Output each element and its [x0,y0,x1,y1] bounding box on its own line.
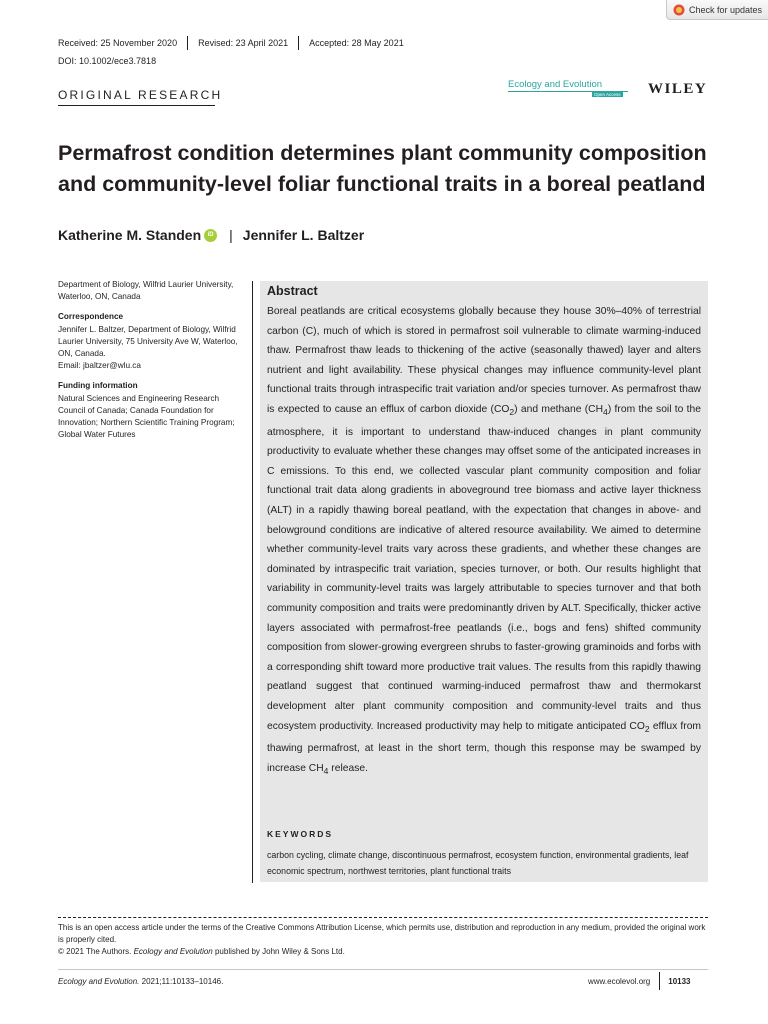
orcid-icon[interactable]: iD [204,229,217,242]
article-type: ORIGINAL RESEARCH [58,88,223,102]
journal-logo [508,76,638,100]
abstract-heading: Abstract [267,284,318,298]
funding-block [58,380,238,441]
copyright-line [58,946,708,958]
article-info-column [58,279,238,449]
abstract-paragraph [267,302,701,781]
accepted-date: Accepted: 28 May 2021 [309,38,404,48]
correspondence-heading: Correspondence [58,312,124,322]
correspondence-email[interactable]: Email: jbaltzer@wlu.ca [58,361,141,371]
open-access-tag: Open Access [594,92,621,97]
subscript: 2 [644,723,650,734]
citation-line [58,977,223,986]
keywords-list: carbon cycling, climate change, discontinuous permafrost, ecosystem function, environmental gradients, leaf economic spectrum, northwest territories, plant functional traits [267,850,689,876]
journal-name: Ecology and Evolution [508,79,603,90]
copyright-journal: Ecology and Evolution [133,947,213,956]
page-number: 10133 [668,976,691,986]
license-note [58,922,708,958]
copyright-post: published by John Wiley & Sons Ltd. [212,947,345,956]
author-second[interactable]: Jennifer L. Baltzer [242,227,365,243]
date-divider [298,36,299,50]
abstract-text-5: release. [328,762,368,774]
footer-divider-vertical [659,972,660,990]
article-type-rule [58,105,215,106]
revised-date: Revised: 23 April 2021 [198,38,289,48]
abstract-body [267,302,701,781]
copyright-pre: © 2021 The Authors. [58,947,134,956]
footer-divider [58,917,708,918]
abstract-text-1: Boreal peatlands are critical ecosystems globally because they house 30%–40% of terrestrial carbon (C), much of which is stored in permafrost soil vulnerable to climate warming-induced thaw. Permafrost thaw leads to thickening of the active (seasonally thawed) layer and alters nutrient and light availability. These physical changes may influence community-level plant functional traits through intraspecific trait variation and/or species turnover. As permafrost thaw is expected to cause an efflux of carbon dioxide (CO [267,306,701,415]
author-first[interactable]: Katherine M. Standen [58,227,202,243]
article-dates [58,36,404,50]
doi[interactable]: DOI: 10.1002/ece3.7818 [58,56,157,66]
abstract-text-2: ) and methane (CH [514,403,604,415]
check-for-updates-badge[interactable] [666,0,768,20]
correspondence-block [58,311,238,372]
funding-text: Natural Sciences and Engineering Research Council of Canada; Canada Foundation for Innovation; Northern Scientific Training Program; Global Water Futures [58,393,235,440]
publisher-logo: WILEY [648,81,708,97]
funding-heading: Funding information [58,381,138,391]
abstract-text-4: efflux from thawing permafrost, at least in the short term, though this response may be swamped by increase CH [267,720,701,774]
column-divider [252,281,253,883]
correspondence-text: Jennifer L. Baltzer, Department of Biology, Wilfrid Laurier University, 75 University Ave W, Waterloo, ON, Canada. [58,324,238,359]
check-for-updates-label: Check for updates [689,4,763,15]
author-list [58,227,364,243]
affiliation: Department of Biology, Wilfrid Laurier University, Waterloo, ON, Canada [58,280,234,302]
citation-details: 2021;11:10133–10146. [139,977,224,986]
subscript: 4 [323,765,329,776]
citation-journal: Ecology and Evolution. [58,977,140,986]
article-title: Permafrost condition determines plant community composition and community-level foliar functional traits in a boreal peatland [58,141,707,196]
date-divider [187,36,188,50]
update-icon [673,4,685,16]
abstract-text-3: ) from the soil to the atmosphere, it is important to understand thaw-induced changes in plant community productivity to evaluate whether these changes may offset some of the anticipated increases in C emissions. To this end, we collected vascular plant community composition and foliar functional trait data along gradients in aboveground tree biomass and active layer thickness (ALT) in a rapidly thawing boreal peatland, with the expectation that changes in above- and belowground conditions are indicative of altered resource availability. We aimed to determine whether community-level traits vary across these gradients, and whether these changes are dominated by intraspecific trait variation, species turnover, or both. Our results highlight that variability in community-level traits was largely attributable to species turnover and that both community composition and traits were predominantly driven by ALT. Specifically, thicker active layers associated with permafrost-free peatlands (i.e., bogs and fens) shifted community composition from slower-growing evergreen shrubs to faster-growing graminoids and forbs with a corresponding shift toward more productive trait values. The results from this rapidly thawing peatland suggest that continued warming-induced permafrost thaw and thermokarst development alter plant community composition and community-level traits and thus ecosystem productivity. Increased productivity may help to mitigate anticipated CO [267,403,701,732]
bottom-rule [58,969,708,970]
license-text: This is an open access article under the terms of the Creative Commons Attribution License, which permits use, distribution and reproduction in any medium, provided the original work is properly cited. [58,923,706,944]
keywords-heading: KEYWORDS [267,829,334,839]
footer-right [588,972,691,990]
subscript: 4 [603,407,608,418]
subscript: 2 [509,407,515,418]
author-separator: | [229,227,233,243]
journal-website[interactable]: www.ecolevol.org [588,976,651,986]
received-date: Received: 25 November 2020 [58,38,178,48]
